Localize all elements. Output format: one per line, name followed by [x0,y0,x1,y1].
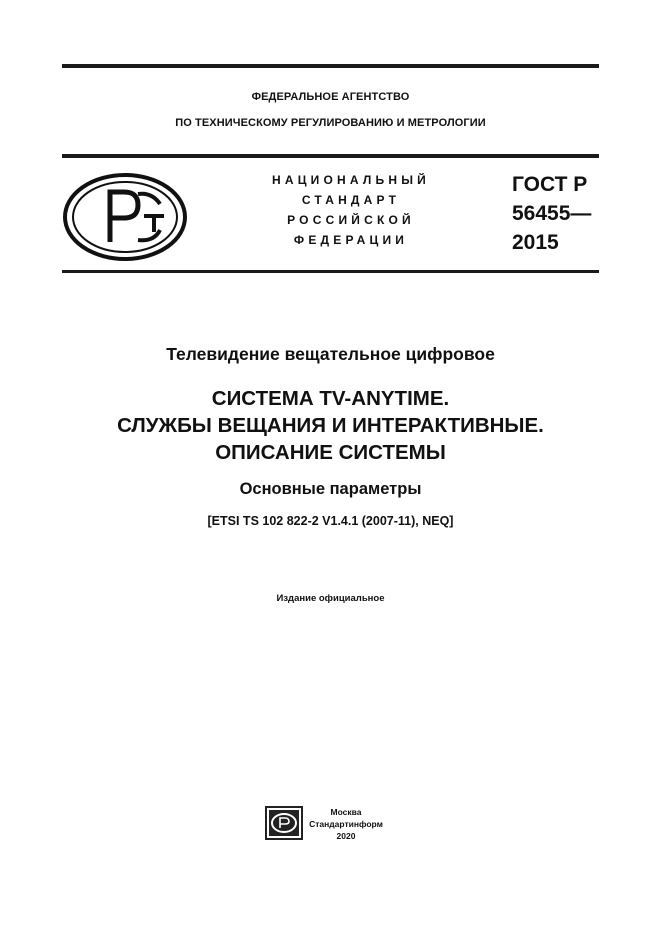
agency-line-2: ПО ТЕХНИЧЕСКОМУ РЕГУЛИРОВАНИЮ И МЕТРОЛОГИИ [175,117,486,129]
title-main-line-2: СЛУЖБЫ ВЕЩАНИЯ И ИНТЕРАКТИВНЫЕ. [117,414,544,437]
publisher-name: Стандартинформ [309,819,383,829]
standard-type-line-2: СТАНДАРТ [301,193,401,207]
designation-line-1: ГОСТ Р [512,173,588,196]
standard-type-line-4: ФЕДЕРАЦИИ [293,233,409,247]
publisher-year: 2020 [336,831,356,841]
header-rule [62,154,599,158]
designation [512,170,591,257]
publisher-city: Москва [330,807,362,817]
standartinform-logo-icon [265,806,303,845]
title-main-line-3: ОПИСАНИЕ СИСТЕМЫ [215,441,446,464]
top-rule [62,64,599,68]
header-bottom-rule [62,270,599,273]
designation-line-3: 2015 [512,231,559,254]
standard-type-line-1: НАЦИОНАЛЬНЫЙ [271,173,431,187]
title-reference: [ETSI TS 102 822-2 V1.4.1 (2007-11), NEQ] [207,514,454,528]
designation-line-2: 56455— [512,202,592,225]
edition-note: Издание официальное [276,593,385,604]
agency-line-1: ФЕДЕРАЛЬНОЕ АГЕНТСТВО [251,91,410,103]
publisher [306,806,386,842]
rst-certification-logo-icon [62,172,188,267]
title-part: Основные параметры [239,480,422,498]
standard-type-line-3: РОССИЙСКОЙ [287,213,415,227]
title-main-line-1: СИСТЕМА TV-ANYTIME. [211,387,450,410]
title-subject: Телевидение вещательное цифровое [166,344,495,364]
